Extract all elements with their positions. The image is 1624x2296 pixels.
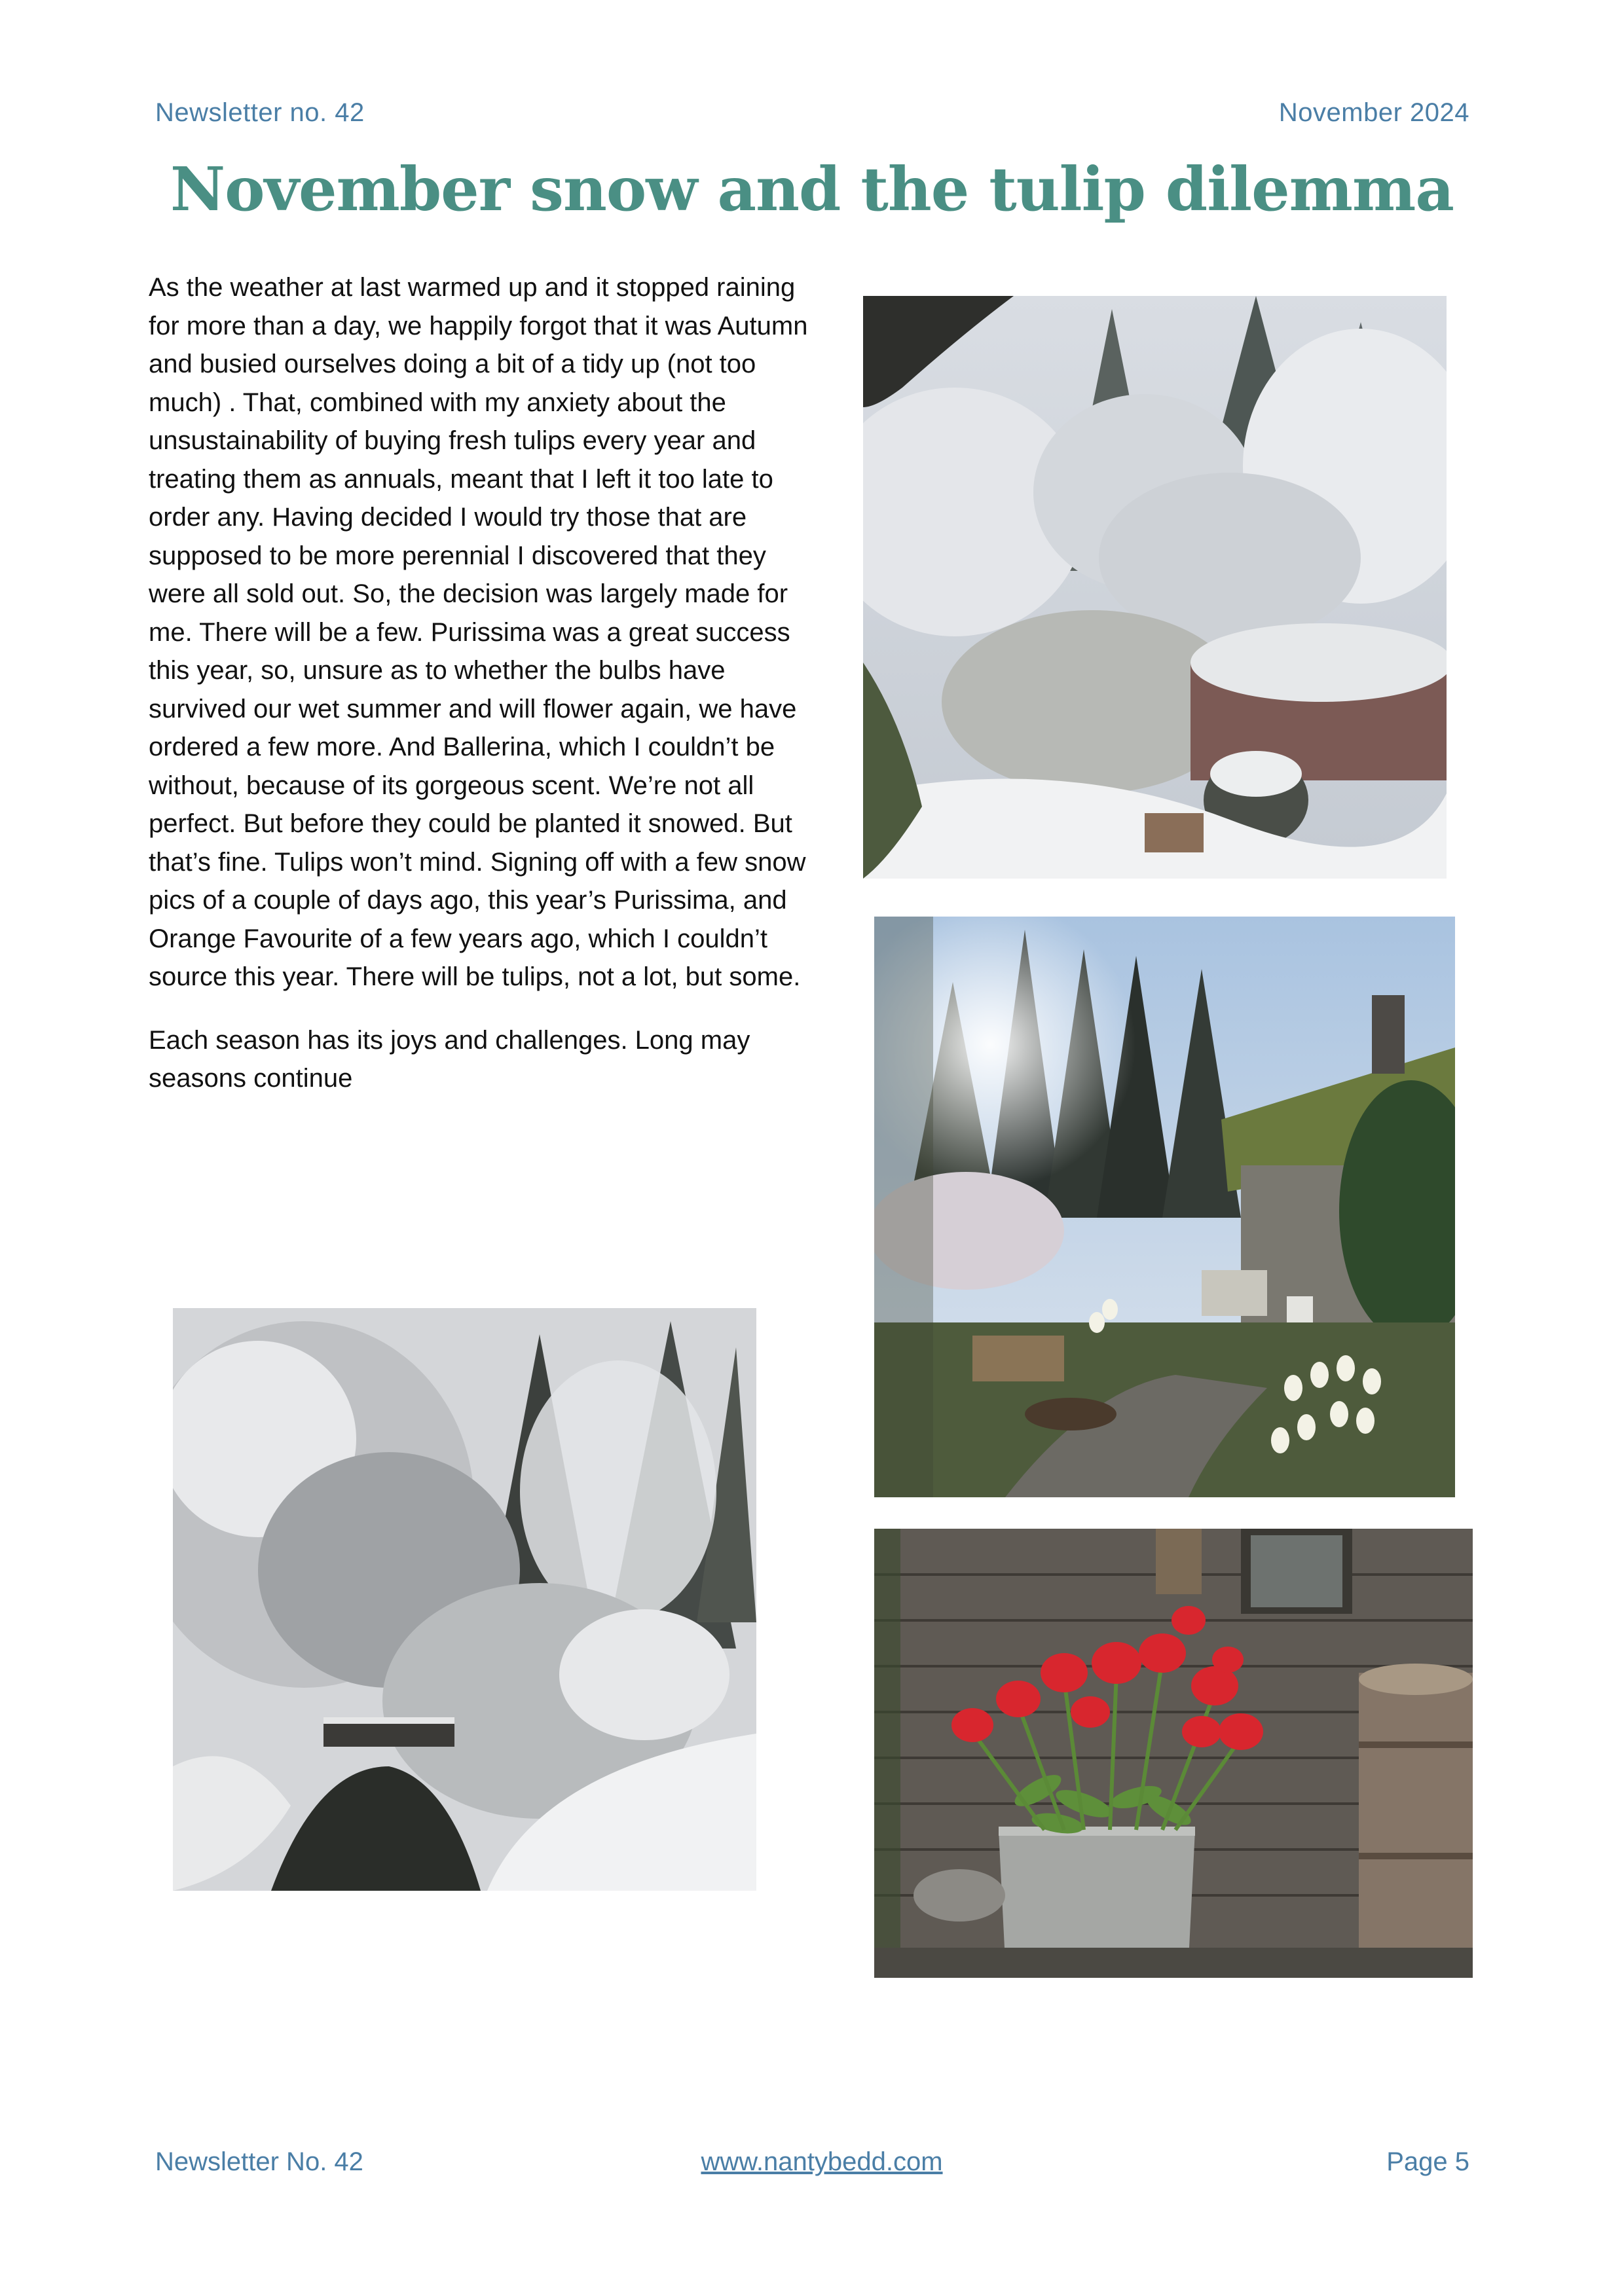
snowy-woodland-photo	[173, 1308, 756, 1891]
footer-page-number: Page 5	[1386, 2147, 1469, 2176]
header-date: November 2024	[1278, 98, 1469, 127]
footer-website-link[interactable]: www.nantybedd.com	[701, 2147, 943, 2176]
article-paragraph: Each season has its joys and challenges. Long may seasons continue	[149, 1025, 750, 1093]
cottage-garden-photo	[874, 917, 1455, 1497]
snowy-garden-photo	[863, 296, 1447, 879]
red-tulips-photo	[874, 1529, 1473, 1978]
article-paragraph: As the weather at last warmed up and it stopped raining for more than a day, we happily forgot that it was Autumn and busied ourselves doing a bit of a tidy up (not too much) . That, combined with my anxiety about the unsustainability of buying fresh tulips every year and treating them as annuals, meant that I left it too late to order any. Having decided I would try those that are supposed to be more perennial I discovered that they were all sold out. So, the decision was largely made for me. There will be a few. Purissima was a great success this year, so, unsure as to whether the bulbs have survived our wet summer and will flower again, we have ordered a few more. And Ballerina, which I couldn’t be without, because of its gorgeous scent. We’re not all perfect. But before they could be planted it snowed. But that’s fine. Tulips won’t mind. Signing off with a few snow pics of a couple of days ago, this year’s Purissima, and Orange Favourite of a few years ago, which I couldn’t source this year. There will be tulips, not a lot, but some.	[149, 273, 808, 991]
footer-website-container	[0, 2147, 1624, 2177]
article-body	[149, 268, 810, 1123]
page-title: November snow and the tulip dilemma	[170, 154, 1454, 225]
footer-newsletter-label: Newsletter No. 42	[155, 2147, 363, 2176]
header-newsletter-label: Newsletter no. 42	[155, 98, 365, 127]
